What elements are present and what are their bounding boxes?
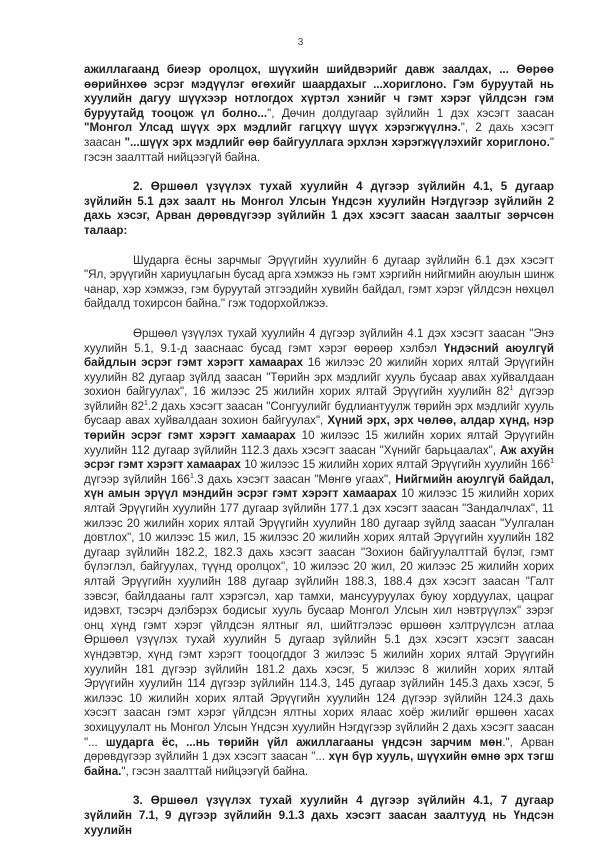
text-run: Өршөөл үзүүлэх тухай хуулийн 4 дүгээр зүйлийн 4.1 дэх хэсэгт заасан "Энэ хуулийн 5.1, 9.1-д зааснаас бусад гэмт хэрэг өөрөөр хэлбэл	[84, 326, 554, 355]
text-run: 16 жилээс 20 жилийн хорих ялтай Эрүүгийн хуулийн 82 дугаар зүйлд заасан "Төрийн эрх мэдлийг хууль бусаар авах хуйвалдаан зохион байгуулах", 16 жилээс 25 жилийн хорих ялтай Эрүүгийн хуулийн 82	[84, 356, 554, 399]
superscript: 1	[144, 400, 148, 408]
text-run: дүгээр зүйлийн 166	[84, 472, 190, 486]
paragraph-continued	[84, 63, 554, 165]
superscript: 1	[509, 385, 514, 393]
paragraph-justice-principle: Шударга ёсны зарчмыг Эрүүгийн хуулийн 6 дугаар зүйлийн 6.1 дэх хэсэгт "Ял, эрүүгийн хариуцлагын бусад арга хэмжээ нь гэмт хэргийн нийгмийн аюулын шинж чанар, хэр хэмжээ, гэм буруутай этгээдийн хувийн байдал, гэмт хэрэг үйлдсэн нөхцөл байдалд тохирсон байна." гэж тодорхойлжээ.	[84, 253, 554, 311]
bold-text: Хүний эрх, эрх чөлөө, алдар хүнд, нэр төрийн эсрэг гэмт хэрэгт хамаарах	[84, 414, 555, 443]
bold-text: хүн бүр хууль, шүүхийн өмнө эрх тэгш байна.	[84, 750, 554, 778]
page-number: 3	[297, 37, 304, 48]
text-run: 10 жилээс 15 жилийн хорих ялтай Эрүүгийн хуулийн 112 дугаар зүйлийн 112.3 дахь хэсэгт заасан "Хүнийг барьцаалах",	[84, 429, 554, 457]
text-run: .2 дахь хэсэгт заасан "Сонгуулийг будлиантуулж төрийн эрх мэдлийг хууль бусаар авах хуйвалдаан зохион байгуулах",	[84, 399, 555, 428]
text-run: 10 жилээс 15 жилийн хорих ялтай Эрүүгийн хуулийн 177 дугаар зүйлийн 177.1 дэх хэсэгт заасан "Зандалчлах", 11 жилээс 20 жилийн хорих ялтай Эрүүгийн хуулийн 180 дугаар зүйлд заасан "Уулгалан довтлох", 10 жилээс 15 жил, 15 жилээс 20 жилийн хорих ялтай Эрүүгийн хуулийн 182 дугаар зүйлийн 182.2, 182.3 дахь хэсэгт заасан "Зохион байгуулалттай бүлэг, гэмт бүлэглэл, байгуулах, түүнд оролцох", 10 жилээс 20 жил, 20 жилээс 25 жилийн хорих ялтай Эрүүгийн хуулийн 188 дугаар зүйлийн 188.3, 188.4 дэх хэсэгт заасан "Галт зэвсэг, байлдааны галт хэрэгсэл, хар тамхи, мансууруулах буюу хордуулах, цацраг идэвхт, тэсэрч дэлбэрэх бодисыг хууль бусаар Монгол Улсын хил нэвтрүүлэх" зэрэг онц хүнд гэмт хэрэг үйлдсэн ялтныг ял, шийтгэлээс өршөөн хэлтрүүлсэн атлаа Өршөөл үзүүлэх тухай хуулийн 5 дугаар зүйлийн 5.1 дэх хэсэгт хэсэгт заасан хүндэвтэр, хүнд гэмт хэрэгт тооцогддог 3 жилээс 5 жилийн хорих ялтай Эрүүгийн хуулийн 181 дүгээр зүйлийн 181.2 дахь хэсэг, 5 жилээс 8 жилийн хорих ялтай Эрүүгийн хуулийн 114 дүгээр зүйлийн 114.3, 145 дугаар зүйлийн 145.3 дахь хэсэг, 5 жилээс 10 жилийн хорих ялтай Эрүүгийн хуулийн 124 дүгээр зүйлийн 124.3 дахь хэсэгт заасан гэмт хэрэг үйлдсэн ялтны хорих ялаас хоёр жилийг өршөөн хасах зохицуулалт нь Монгол Улсын Үндсэн хуулийн Нэгдүгээр зүйлийн 2 дахь хэсэгт заасан "...	[84, 487, 554, 749]
document-body	[84, 63, 554, 838]
text-run: ", 2 дахь хэсэгт заасан	[84, 121, 555, 149]
bold-text: Нийгмийн аюулгүй байдал, хүн амын эрүүл мэндийн эсрэг гэмт хэрэгт хамаарах	[84, 472, 554, 501]
text-run: ", Дөчин долдугаар зүйлийн 1 дэх хэсэгт заасан	[267, 106, 555, 120]
superscript: 1	[550, 458, 554, 466]
text-run: ", гэсэн заалттай нийцээгүй байна.	[121, 764, 309, 778]
bold-text: "Монгол Улсад шүүх эрх мэдлийг гагцхүү шүүх хэрэгжүүлнэ.	[84, 121, 461, 135]
bold-text: Аж ахуйн эсрэг гэмт хэрэгт хамаарах	[84, 443, 554, 472]
superscript: 1	[190, 472, 194, 480]
section-3-heading: 3. Өршөөл үзүүлэх тухай хуулийн 4 дүгээр зүйлийн 4.1, 7 дугаар зүйлийн 7.1, 9 дүгээр зүйлийн 9.1.3 дахь хэсэгт заасан заалтууд нь Үндсэн хуулийн	[84, 794, 554, 837]
text-run: .3 дахь хэсэгт заасан "Мөнгө угаах",	[193, 472, 396, 486]
bold-text: ажиллагаанд биеэр оролцох, шүүхийн шийдвэрийг давж заалдах, ... Өөрөө өөрийнхөө эсрэг мэдүүлэг өгөхийг шаардахыг ...хориглоно. Гэм буруутай нь хуулийн дагуу шүүхээр нотлогдох хүртэл хэнийг ч гэмт хэрэг үйлдсэн гэм буруутайд тооцож үл болно...	[84, 63, 554, 120]
text-run: 10 жилээс 15 жилийн хорих ялтай Эрүүгийн хуулийн 166	[240, 458, 551, 472]
bold-text: шударга ёс, ...нь төрийн үйл ажиллагааны үндсэн зарчим мөн	[105, 735, 503, 749]
bold-text: Үндэсний аюулгүй байдлын эсрэг гэмт хэрэгт хамаарах	[84, 341, 554, 370]
paragraph-amnesty-analysis	[84, 327, 554, 779]
bold-text: "...шүүх эрх мэдлийг өөр байгууллага эрхлэн хэрэгжүүлэхийг хориглоно.	[124, 135, 550, 149]
section-2-heading: 2. Өршөөл үзүүлэх тухай хуулийн 4 дүгээр зүйлийн 4.1, 5 дугаар зүйлийн 5.1 дэх заалт нь Монгол Улсын Үндсэн хуулийн Нэгдүгээр зүйлийн 2 дахь хэсэг, Арван дөрөвдүгээр зүйлийн 1 дэх хэсэгт заасан заалтыг зөрчсөн талаар:	[84, 180, 554, 237]
text-run: .", Арван дөрөвдүгээр зүйлийн 1 дэх хэсэгт заасан "...	[84, 735, 554, 764]
text-run: " гэсэн заалттай нийцээгүй байна.	[84, 135, 554, 164]
text-run: дүгээр зүйлийн 82	[84, 385, 554, 413]
